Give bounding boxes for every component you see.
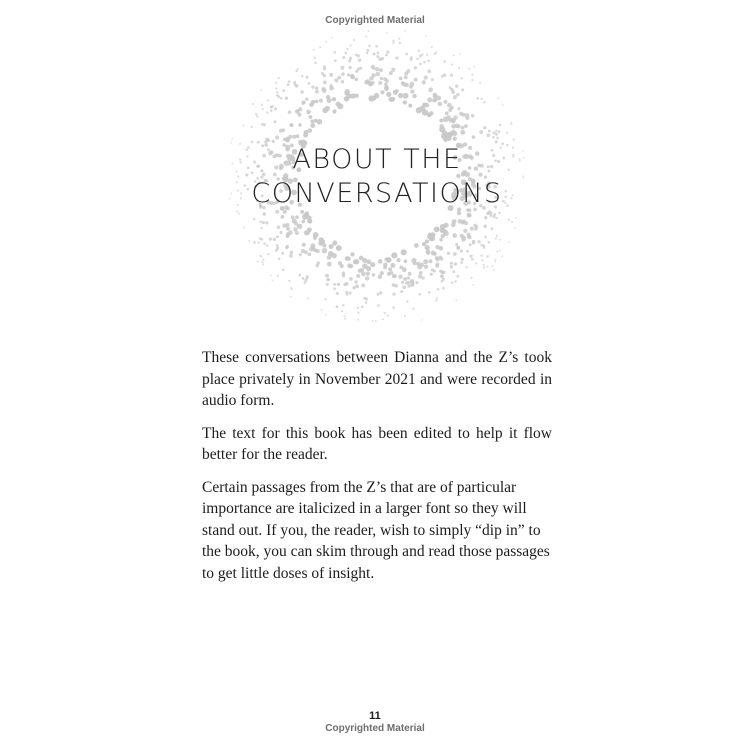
paragraph-3: Certain passages from the Z’s that are of particular importance are italicized in a larger font so they will stand out. If you, the reader, wish to simply “dip in” to the book, you can skim through and read those passages to get little doses of insight. — [202, 478, 550, 582]
paragraph-1: These conversations between Dianna and the Z’s took place privately in November 2021 and were recorded in audio form. — [202, 349, 552, 409]
paragraph-2: The text for this book has been edited to help it flow better for the reader. — [202, 424, 552, 463]
chapter-title — [150, 143, 604, 211]
page-number: 11 — [369, 710, 381, 722]
copyright-watermark-top: Copyrighted Material — [325, 15, 425, 26]
chapter-title-line-1: ABOUT THE — [292, 144, 462, 175]
body-text — [202, 347, 552, 595]
copyright-watermark-bottom: Copyrighted Material — [325, 723, 425, 734]
chapter-title-line-2: CONVERSATIONS — [251, 178, 503, 209]
